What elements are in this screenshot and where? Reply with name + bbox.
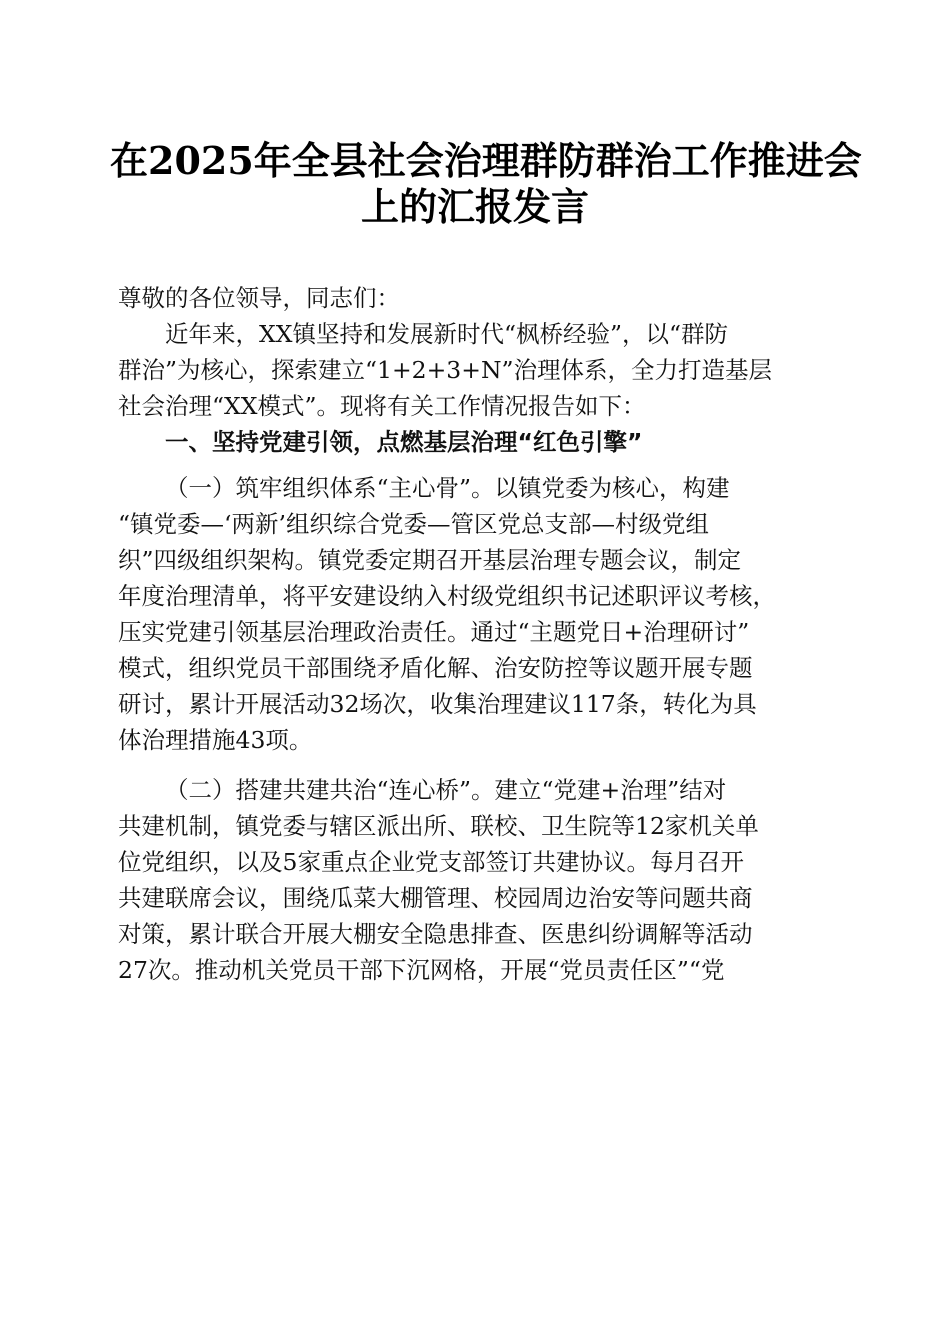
paragraph-line: 27次。推动机关党员干部下沉网格，开展“党员责任区”“党 bbox=[118, 956, 725, 984]
paragraph-line: 体治理措施43项。 bbox=[118, 726, 313, 754]
greeting: 尊敬的各位领导，同志们： bbox=[118, 284, 400, 312]
paragraph-line: 共建机制，镇党委与辖区派出所、联校、卫生院等12家机关单 bbox=[118, 812, 759, 840]
paragraph-line: 织”四级组织架构。镇党委定期召开基层治理专题会议，制定 bbox=[118, 546, 742, 574]
paragraph-line: 年度治理清单，将平安建设纳入村级党组织书记述职评议考核， bbox=[118, 582, 776, 610]
subsection-1-paragraph bbox=[118, 470, 828, 758]
intro-line: 近年来，XX镇坚持和发展新时代“枫桥经验”，以“群防 bbox=[165, 320, 729, 348]
paragraph-line: （二）搭建共建共治“连心桥”。建立“党建+治理”结对 bbox=[165, 776, 727, 804]
intro-line: 群治”为核心，探索建立“1+2+3+N”治理体系，全力打造基层 bbox=[118, 356, 773, 384]
paragraph-line: 共建联席会议，围绕瓜菜大棚管理、校园周边治安等问题共商 bbox=[118, 884, 753, 912]
document-title bbox=[110, 138, 862, 230]
paragraph-line: （一）筑牢组织体系“主心骨”。以镇党委为核心，构建 bbox=[165, 474, 730, 502]
intro-line: 社会治理“XX模式”。现将有关工作情况报告如下： bbox=[118, 392, 646, 420]
intro-paragraph bbox=[118, 316, 828, 424]
paragraph-line: 位党组织，以及5家重点企业党支部签订共建协议。每月召开 bbox=[118, 848, 744, 876]
paragraph-line: 模式，组织党员干部围绕矛盾化解、治安防控等议题开展专题 bbox=[118, 654, 753, 682]
paragraph-line: 研讨，累计开展活动32场次，收集治理建议117条，转化为具 bbox=[118, 690, 757, 718]
section-heading: 一、坚持党建引领，点燃基层治理“红色引擎” bbox=[165, 428, 643, 456]
paragraph-line: 对策，累计联合开展大棚安全隐患排查、医患纠纷调解等活动 bbox=[118, 920, 753, 948]
paragraph-line: 压实党建引领基层治理政治责任。通过“主题党日+治理研讨” bbox=[118, 618, 750, 646]
title-line-1: 在2025年全县社会治理群防群治工作推进会 bbox=[110, 138, 862, 183]
subsection-2-paragraph bbox=[118, 772, 828, 988]
paragraph-line: “镇党委—‘两新’组织综合党委—管区党总支部—村级党组 bbox=[118, 510, 709, 538]
document-body bbox=[118, 280, 828, 988]
title-line-2: 上的汇报发言 bbox=[360, 184, 589, 229]
